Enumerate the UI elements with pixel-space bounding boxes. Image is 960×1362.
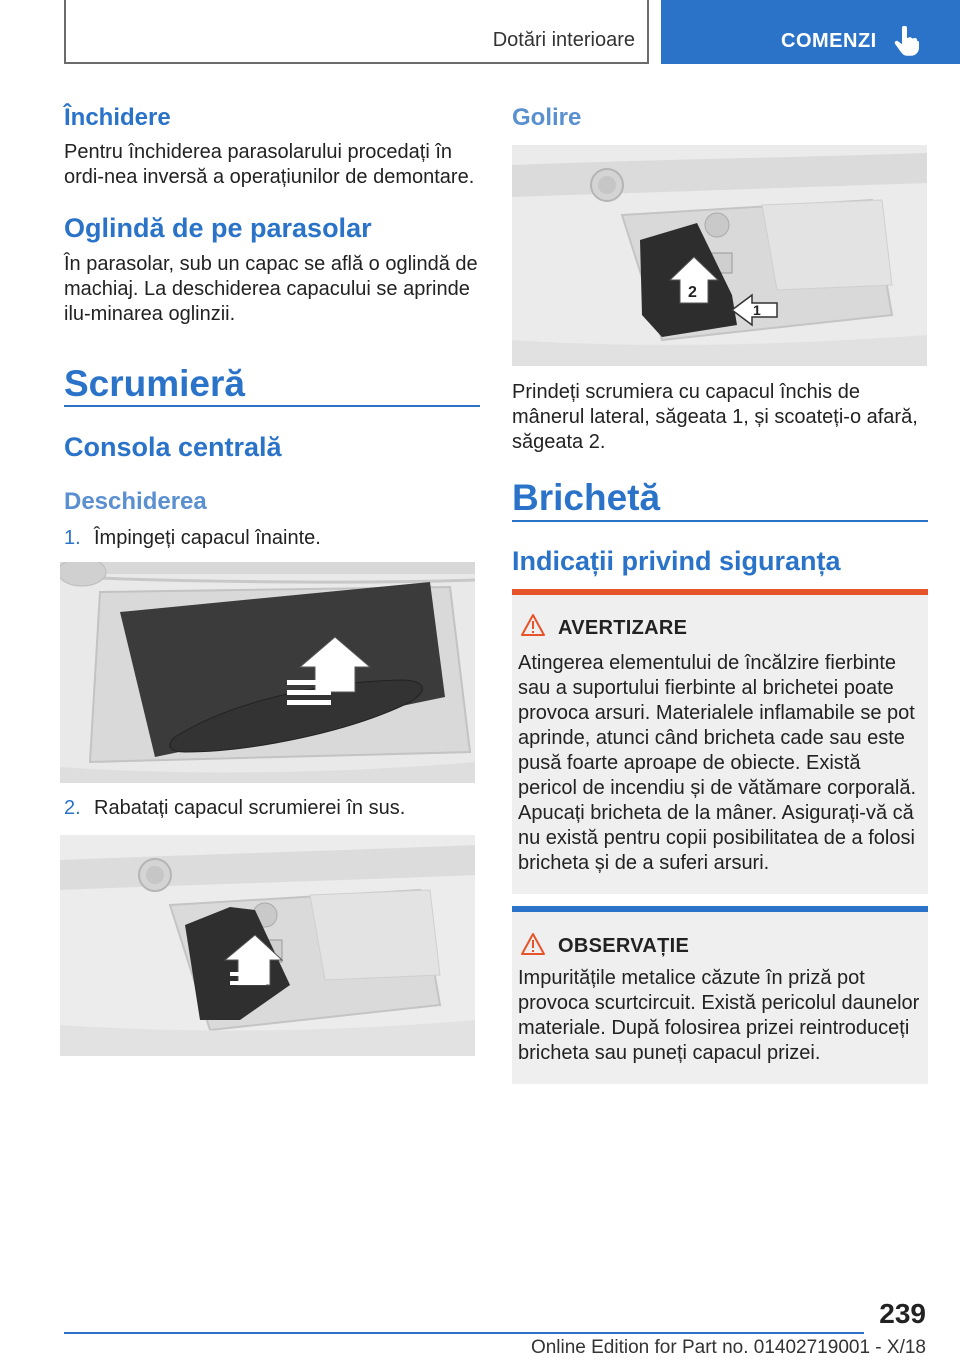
arrow-label-2: 2	[688, 284, 697, 301]
warning-box	[512, 589, 928, 894]
closing-heading: Închidere	[64, 104, 171, 131]
lighter-rule	[512, 520, 928, 522]
page-number: 239	[879, 1298, 926, 1329]
step-1-text: Împingeți capacul înainte.	[94, 527, 321, 549]
footer-rule	[64, 1332, 864, 1334]
arrow-label-1: 1	[753, 302, 761, 318]
warning-triangle-icon	[520, 613, 546, 637]
ashtray-rule	[64, 405, 480, 407]
step-2-text: Rabatați capacul scrumierei în sus.	[94, 797, 406, 819]
pointing-hand-icon	[894, 26, 920, 56]
console-heading: Consola centrală	[64, 432, 282, 462]
mirror-paragraph: În parasolar, sub un capac se află o oglindă de machiaj. La deschiderea capacului se aprinde ilu-minarea oglinzii.	[64, 253, 478, 325]
warning-text: Atingerea elementului de încălzire fierbinte sau a suportului fierbinte al brichetei poate provoca arsuri. Materialele inflamabile se pot aprinde, atunci când bricheta cade sau este pusă foarte aproape de obiecte. Există pericol de incendiu și de vătămare corporală. Apucați bricheta de la mâner. Asigurați-vă că nu există pentru copii posibilitatea de a folosi bricheta și de a suferi arsuri.	[518, 652, 916, 874]
header-section-frame	[64, 0, 649, 64]
ashtray-heading: Scrumieră	[64, 363, 245, 404]
warning-bar	[512, 589, 928, 595]
closing-paragraph: Pentru închiderea parasolarului procedați în ordi-nea inversă a operațiunilor de demontare.	[64, 141, 475, 188]
notice-triangle-icon	[520, 932, 546, 956]
ashtray-closed-photo	[60, 562, 475, 783]
warning-title: AVERTIZARE	[558, 617, 688, 639]
step-2-number: 2.	[64, 797, 81, 819]
footer-edition: Online Edition for Part no. 01402719001 - X/18	[530, 1337, 926, 1358]
emptying-heading: Golire	[512, 104, 582, 131]
notice-text: Impuritățile metalice căzute în priză pot provoca scurtcircuit. Există pericolul daunelor materiale. După folosirea prizei reintroduceți bricheta sau puneți capacul prizei.	[518, 967, 920, 1064]
ashtray-removal-photo	[512, 145, 927, 366]
header-tab-label: COMENZI	[781, 30, 877, 52]
step-1-number: 1.	[64, 527, 81, 549]
notice-box	[512, 906, 928, 1084]
mirror-heading: Oglindă de pe parasolar	[64, 213, 372, 243]
lighter-heading: Brichetă	[512, 477, 661, 518]
notice-title: OBSERVAȚIE	[558, 935, 690, 957]
header-section-title: Dotări interioare	[492, 29, 635, 51]
safety-heading: Indicații privind siguranța	[512, 546, 841, 576]
notice-bar	[512, 906, 928, 912]
opening-heading: Deschiderea	[64, 488, 207, 515]
ashtray-open-photo	[60, 835, 475, 1056]
emptying-paragraph: Prindeți scrumiera cu capacul închis de mânerul lateral, săgeata 1, și scoateți-o afară, săgeata 2.	[512, 381, 918, 453]
